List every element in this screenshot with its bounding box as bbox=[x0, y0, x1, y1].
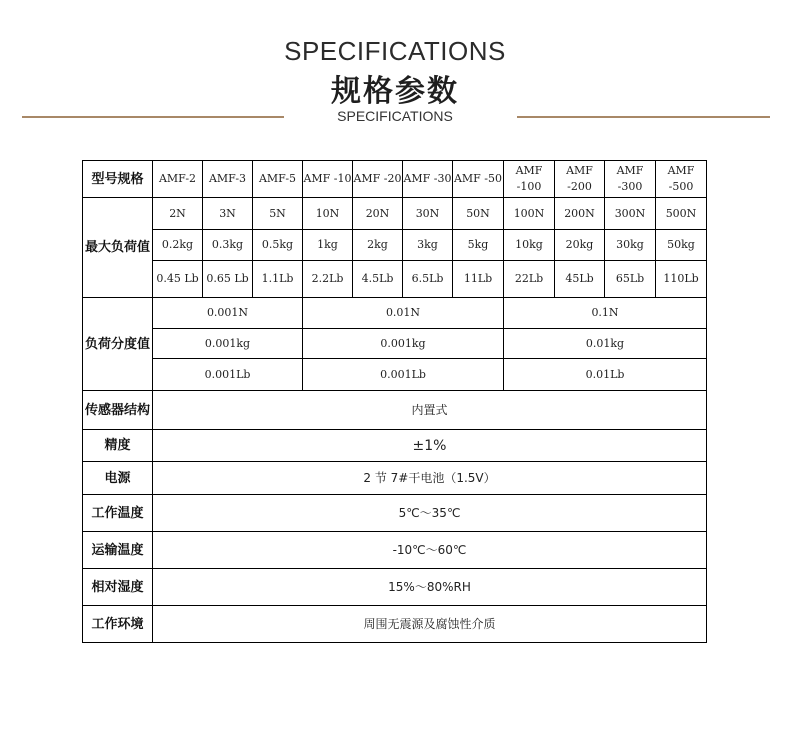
resolution-cell: 0.001Lb bbox=[153, 359, 303, 391]
resolution-cell: 0.001kg bbox=[153, 329, 303, 359]
model-cell: AMF-2 bbox=[153, 161, 203, 198]
max-load-cell: 30N bbox=[403, 198, 453, 230]
max-load-cell: 200N bbox=[555, 198, 605, 230]
model-cell: AMF -30 bbox=[403, 161, 453, 198]
row-humidity bbox=[83, 569, 707, 606]
label-work-temp: 工作温度 bbox=[83, 495, 153, 532]
environment-value: 周围无震源及腐蚀性介质 bbox=[153, 606, 707, 643]
max-load-cell: 20N bbox=[353, 198, 403, 230]
max-load-cell: 0.2kg bbox=[153, 230, 203, 261]
resolution-cell: 0.1N bbox=[504, 298, 707, 329]
model-cell: AMF-5 bbox=[253, 161, 303, 198]
max-load-cell: 5kg bbox=[453, 230, 504, 261]
row-resolution-kg bbox=[83, 329, 707, 359]
resolution-cell: 0.001Lb bbox=[303, 359, 504, 391]
resolution-cell: 0.01N bbox=[303, 298, 504, 329]
max-load-cell: 3N bbox=[203, 198, 253, 230]
max-load-cell: 6.5Lb bbox=[403, 261, 453, 298]
label-max-load: 最大负荷值 bbox=[83, 198, 153, 298]
label-resolution: 负荷分度值 bbox=[83, 298, 153, 391]
label-humidity: 相对湿度 bbox=[83, 569, 153, 606]
max-load-cell: 0.45 Lb bbox=[153, 261, 203, 298]
max-load-cell: 3kg bbox=[403, 230, 453, 261]
max-load-cell: 10kg bbox=[504, 230, 555, 261]
max-load-cell: 300N bbox=[605, 198, 656, 230]
label-power: 电源 bbox=[83, 462, 153, 495]
power-value: 2 节 7#干电池（1.5V） bbox=[153, 462, 707, 495]
row-power bbox=[83, 462, 707, 495]
header-subtitle: SPECIFICATIONS bbox=[337, 108, 453, 124]
model-cell: AMF -100 bbox=[504, 161, 555, 198]
label-environment: 工作环境 bbox=[83, 606, 153, 643]
max-load-cell: 1.1Lb bbox=[253, 261, 303, 298]
model-cell: AMF -500 bbox=[656, 161, 707, 198]
row-accuracy bbox=[83, 430, 707, 462]
row-transport-temp bbox=[83, 532, 707, 569]
row-resolution-lb bbox=[83, 359, 707, 391]
accuracy-value: ±1% bbox=[153, 430, 707, 462]
header-title-cn: 规格参数 bbox=[331, 74, 459, 109]
model-cell: AMF -50 bbox=[453, 161, 504, 198]
max-load-cell: 11Lb bbox=[453, 261, 504, 298]
model-cell: AMF-3 bbox=[203, 161, 253, 198]
max-load-cell: 110Lb bbox=[656, 261, 707, 298]
label-models: 型号规格 bbox=[83, 161, 153, 198]
model-cell: AMF -20 bbox=[353, 161, 403, 198]
transport-temp-value: -10℃～60℃ bbox=[153, 532, 707, 569]
row-sensor bbox=[83, 391, 707, 430]
max-load-cell: 50kg bbox=[656, 230, 707, 261]
max-load-cell: 0.3kg bbox=[203, 230, 253, 261]
resolution-cell: 0.01kg bbox=[504, 329, 707, 359]
resolution-cell: 0.001kg bbox=[303, 329, 504, 359]
max-load-cell: 65Lb bbox=[605, 261, 656, 298]
row-work-temp bbox=[83, 495, 707, 532]
label-sensor: 传感器结构 bbox=[83, 391, 153, 430]
model-cell: AMF -200 bbox=[555, 161, 605, 198]
max-load-cell: 0.5kg bbox=[253, 230, 303, 261]
header-title-en: SPECIFICATIONS bbox=[284, 36, 506, 66]
label-accuracy: 精度 bbox=[83, 430, 153, 462]
max-load-cell: 30kg bbox=[605, 230, 656, 261]
divider-right bbox=[517, 116, 770, 118]
max-load-cell: 22Lb bbox=[504, 261, 555, 298]
max-load-cell: 4.5Lb bbox=[353, 261, 403, 298]
max-load-cell: 2.2Lb bbox=[303, 261, 353, 298]
label-transport-temp: 运输温度 bbox=[83, 532, 153, 569]
humidity-value: 15%～80%RH bbox=[153, 569, 707, 606]
max-load-cell: 500N bbox=[656, 198, 707, 230]
max-load-cell: 20kg bbox=[555, 230, 605, 261]
model-cell: AMF -300 bbox=[605, 161, 656, 198]
row-max-load-newton bbox=[83, 198, 707, 230]
row-resolution-newton bbox=[83, 298, 707, 329]
row-models bbox=[83, 161, 707, 198]
max-load-cell: 50N bbox=[453, 198, 504, 230]
max-load-cell: 45Lb bbox=[555, 261, 605, 298]
work-temp-value: 5℃～35℃ bbox=[153, 495, 707, 532]
model-cell: AMF -10 bbox=[303, 161, 353, 198]
row-max-load-kg bbox=[83, 230, 707, 261]
sensor-value: 内置式 bbox=[153, 391, 707, 430]
max-load-cell: 2N bbox=[153, 198, 203, 230]
row-environment bbox=[83, 606, 707, 643]
max-load-cell: 2kg bbox=[353, 230, 403, 261]
max-load-cell: 100N bbox=[504, 198, 555, 230]
max-load-cell: 0.65 Lb bbox=[203, 261, 253, 298]
resolution-cell: 0.001N bbox=[153, 298, 303, 329]
max-load-cell: 1kg bbox=[303, 230, 353, 261]
resolution-cell: 0.01Lb bbox=[504, 359, 707, 391]
spec-table bbox=[82, 160, 707, 643]
row-max-load-lb bbox=[83, 261, 707, 298]
max-load-cell: 5N bbox=[253, 198, 303, 230]
max-load-cell: 10N bbox=[303, 198, 353, 230]
